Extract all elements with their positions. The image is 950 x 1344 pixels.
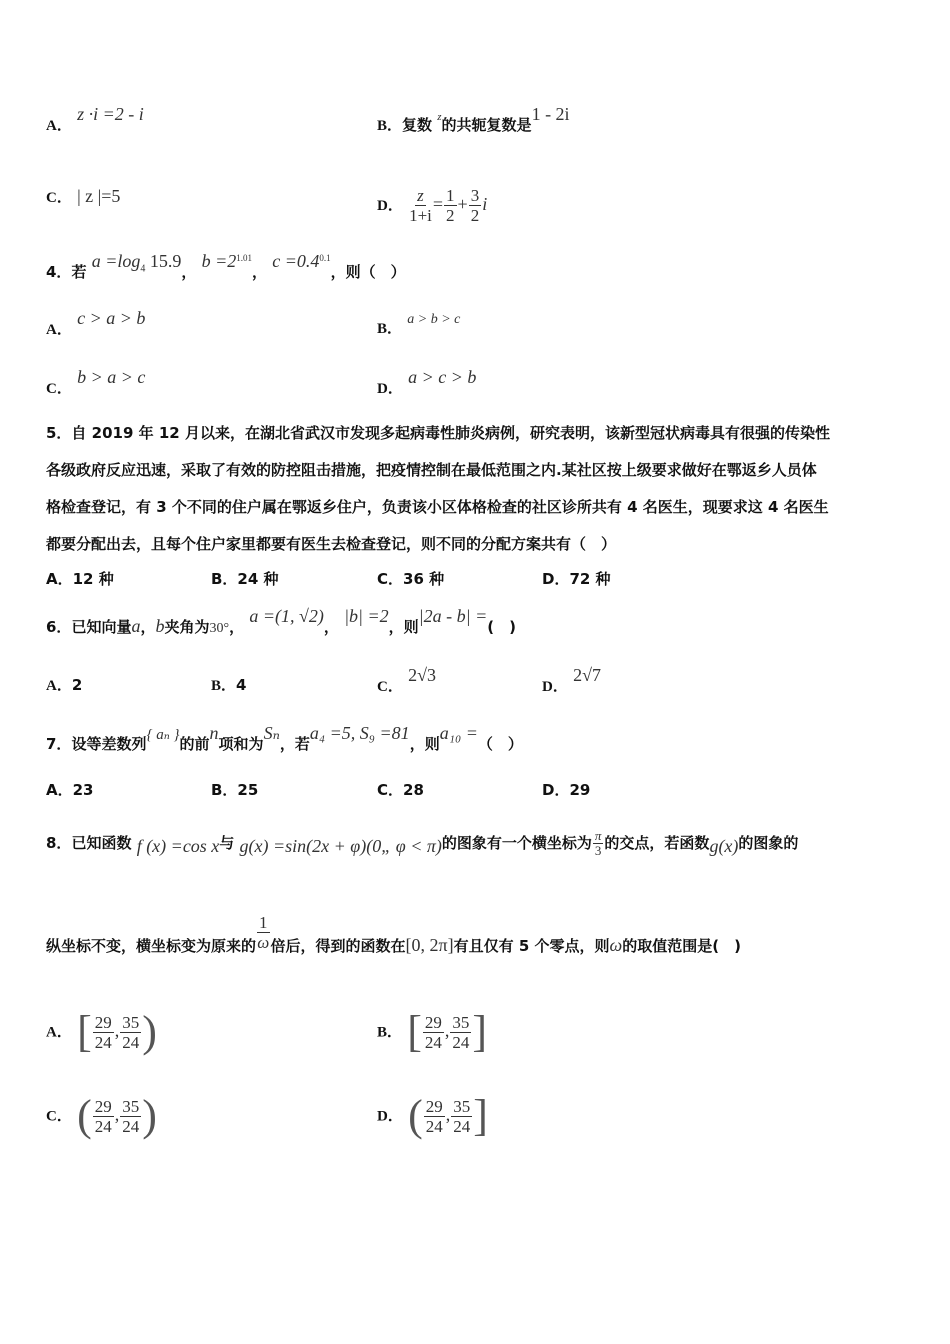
q8-option-b: B． [ $\frac{29}{24}$ , $\frac{35}{24}$ ] xyxy=(377,1007,488,1056)
text: 2 xyxy=(470,206,480,225)
text: 1 xyxy=(446,186,455,205)
text: 29 xyxy=(94,1012,112,1032)
text: a > c > b xyxy=(408,367,477,387)
text: ) xyxy=(142,1091,157,1140)
text: D． xyxy=(542,679,568,695)
q3-option-a xyxy=(46,104,144,136)
q7-option-c: C．28 xyxy=(377,781,424,799)
text: ，则 xyxy=(409,735,440,753)
text: 30° xyxy=(209,621,230,636)
text: 6． xyxy=(46,618,72,636)
text: 若 xyxy=(71,263,87,281)
text: A． xyxy=(46,678,72,694)
text: b > a > c xyxy=(77,367,146,387)
text: g(x) xyxy=(709,836,739,856)
text: c =0.4 xyxy=(272,251,320,271)
text: 的前 xyxy=(179,735,210,753)
fraction xyxy=(409,186,432,225)
fraction xyxy=(257,913,270,952)
text: D． xyxy=(377,1108,403,1125)
text: 已知向量 xyxy=(71,618,132,636)
text: ， xyxy=(140,618,156,636)
text: 纵坐标不变，横坐标变为原来的 xyxy=(46,937,257,955)
text: [ xyxy=(77,1007,92,1056)
q5-option-a: A．12 种 xyxy=(46,570,114,588)
text: 0.1 xyxy=(319,253,331,263)
text: 24 xyxy=(94,1032,112,1052)
text: ， xyxy=(229,618,245,636)
text: 复数 xyxy=(402,116,433,134)
text: 有且仅有 5 个零点，则 xyxy=(453,937,610,955)
text: 35 xyxy=(122,1096,140,1116)
text: ， xyxy=(181,263,197,281)
text: ] xyxy=(472,1007,488,1056)
text: 倍后，得到的函数在 xyxy=(270,937,406,955)
text: 35 xyxy=(452,1012,470,1032)
text: ，则（ ） xyxy=(330,263,406,281)
text: 24 xyxy=(425,1116,443,1136)
text: C． xyxy=(46,190,72,206)
text: 的共轭复数是 xyxy=(441,116,532,134)
q5-line-3: 格检查登记，有 3 个不同的住户属在鄂返乡住户，负责该小区体格检查的社区诊所共有 4 名医生，现要求这 4 名医生 xyxy=(46,498,829,516)
text: [0, 2π] xyxy=(405,935,454,955)
q7-option-b: B．25 xyxy=(211,781,259,799)
text: ( ) xyxy=(487,618,516,636)
text: 2√7 xyxy=(573,665,601,685)
text: g(x) =sin(2x + φ)(0„ φ < π) xyxy=(239,836,442,856)
text: C． xyxy=(46,381,72,397)
text: A． xyxy=(46,1024,72,1041)
text: { aₙ } xyxy=(146,727,180,743)
text: a =(1, √2) xyxy=(249,606,324,626)
q5-line-4: 都要分配出去，且每个住户家里都要有医生去检查登记，则不同的分配方案共有（ ） xyxy=(46,535,617,553)
text: n xyxy=(209,723,219,743)
q6-option-b xyxy=(211,675,246,696)
text: 8． xyxy=(46,834,72,852)
q5-option-b: B．24 种 xyxy=(211,570,279,588)
text: ω xyxy=(257,933,270,952)
text: 与 xyxy=(219,834,235,852)
text: i xyxy=(482,194,488,214)
text: 29 xyxy=(425,1096,443,1116)
text: a > b > c xyxy=(407,312,461,327)
text: B． xyxy=(377,118,403,134)
text: 1 - 2i xyxy=(531,104,570,124)
text: 夹角为 xyxy=(164,618,210,636)
text: 的交点，若函数 xyxy=(604,834,710,852)
q8-option-d: D． ( $\frac{29}{24}$ , $\frac{35}{24}$ ] xyxy=(377,1091,488,1140)
text: a xyxy=(131,616,141,636)
text: 15.9 xyxy=(145,251,182,271)
text: 的取值范围是( ) xyxy=(622,937,741,955)
text: 24 xyxy=(453,1116,471,1136)
fraction xyxy=(469,186,482,225)
text: 24 xyxy=(94,1116,112,1136)
q7-option-d: D．29 xyxy=(542,781,591,799)
text: b xyxy=(155,616,165,636)
q5-option-d: D．72 种 xyxy=(542,570,611,588)
text: Sₙ xyxy=(263,723,280,743)
text: z xyxy=(417,186,424,205)
text: 1+i xyxy=(409,206,432,225)
text: |b| =2 xyxy=(344,606,389,626)
text: a₁₀ = xyxy=(439,723,478,743)
text: π xyxy=(594,828,602,843)
q4-option-d xyxy=(377,367,477,399)
text: 2 xyxy=(446,206,455,225)
text: 1 xyxy=(259,913,268,932)
text: 1.01 xyxy=(236,253,252,263)
text: 的图象有一个横坐标为 xyxy=(441,834,592,852)
text: B． xyxy=(211,678,237,694)
q5-line-1: 5．自 2019 年 12 月以来，在湖北省武汉市发现多起病毒性肺炎病例，研究表明，该新型冠状病毒具有很强的传染性 xyxy=(46,424,830,442)
q4-option-c xyxy=(46,367,146,399)
text: [ xyxy=(407,1007,422,1056)
text: 设等差数列 xyxy=(71,735,147,753)
text: 的图象的 xyxy=(738,834,799,852)
text: ( xyxy=(77,1091,92,1140)
fraction xyxy=(593,829,604,858)
text: 4 xyxy=(140,263,146,275)
text: 35 xyxy=(122,1012,140,1032)
text: B． xyxy=(377,321,403,337)
text: ω xyxy=(609,935,623,955)
q8-stem-line-2 xyxy=(46,913,741,966)
text: 2 xyxy=(71,676,83,694)
text: ， xyxy=(252,263,268,281)
text: ，若 xyxy=(279,735,310,753)
q6-stem xyxy=(46,606,516,639)
text: D． xyxy=(377,198,403,214)
text: |2a - b| = xyxy=(418,606,488,626)
text: A． xyxy=(46,322,72,338)
q5-line-2: 各级政府反应迅速，采取了有效的防控阻击措施，把疫情控制在最低范围之内.某社区按上级要求做好在鄂返乡人员体 xyxy=(46,461,817,479)
q3-option-c xyxy=(46,186,120,208)
text: 已知函数 xyxy=(71,834,132,852)
text: 35 xyxy=(453,1096,471,1116)
text: + xyxy=(457,194,468,214)
text: 项和为 xyxy=(218,735,264,753)
text: （ ） xyxy=(477,735,523,753)
q6-option-c xyxy=(377,665,436,697)
text: 24 xyxy=(452,1032,470,1052)
text: z xyxy=(437,111,442,123)
text: ( xyxy=(408,1091,423,1140)
text: ，则 xyxy=(388,618,419,636)
text: z ·i =2 - i xyxy=(77,104,144,124)
q3-option-b xyxy=(377,104,570,137)
text: 24 xyxy=(122,1032,140,1052)
text: ) xyxy=(142,1007,157,1056)
text: a₄ =5, S₉ =81 xyxy=(309,723,410,743)
q5-option-c: C．36 种 xyxy=(377,570,445,588)
text: ] xyxy=(473,1091,488,1140)
text: | z |=5 xyxy=(77,186,121,206)
text: B． xyxy=(377,1024,403,1041)
text: 3 xyxy=(594,843,602,858)
q7-stem xyxy=(46,723,523,755)
text: 29 xyxy=(424,1012,442,1032)
q8-option-a: A． [ $\frac{29}{24}$ , $\frac{35}{24}$ ) xyxy=(46,1007,157,1056)
text: 4 xyxy=(236,676,247,694)
q7-option-a: A．23 xyxy=(46,781,94,799)
text: D． xyxy=(377,381,403,397)
q6-option-d xyxy=(542,665,601,697)
text: C． xyxy=(46,1108,72,1125)
q4-option-b xyxy=(377,312,461,340)
q4-stem xyxy=(46,251,406,290)
q6-option-a xyxy=(46,675,82,696)
text: 24 xyxy=(122,1116,140,1136)
text: f (x) =cos x xyxy=(136,836,220,856)
text: A． xyxy=(46,118,72,134)
text: 24 xyxy=(424,1032,442,1052)
q8-stem-line-1 xyxy=(46,829,798,858)
q4-option-a xyxy=(46,308,146,340)
text: a =log xyxy=(91,251,141,271)
text: = xyxy=(432,194,444,214)
fraction xyxy=(444,186,457,225)
text: 7． xyxy=(46,735,72,753)
text: c > a > b xyxy=(77,308,146,328)
q3-option-d xyxy=(377,186,487,225)
text: ， xyxy=(323,618,339,636)
q8-option-c: C． ( $\frac{29}{24}$ , $\frac{35}{24}$ ) xyxy=(46,1091,157,1140)
text: 29 xyxy=(94,1096,112,1116)
text: C． xyxy=(377,679,403,695)
text: b =2 xyxy=(201,251,237,271)
text: 3 xyxy=(470,186,480,205)
text: 2√3 xyxy=(408,665,436,685)
text: 4． xyxy=(46,263,72,281)
